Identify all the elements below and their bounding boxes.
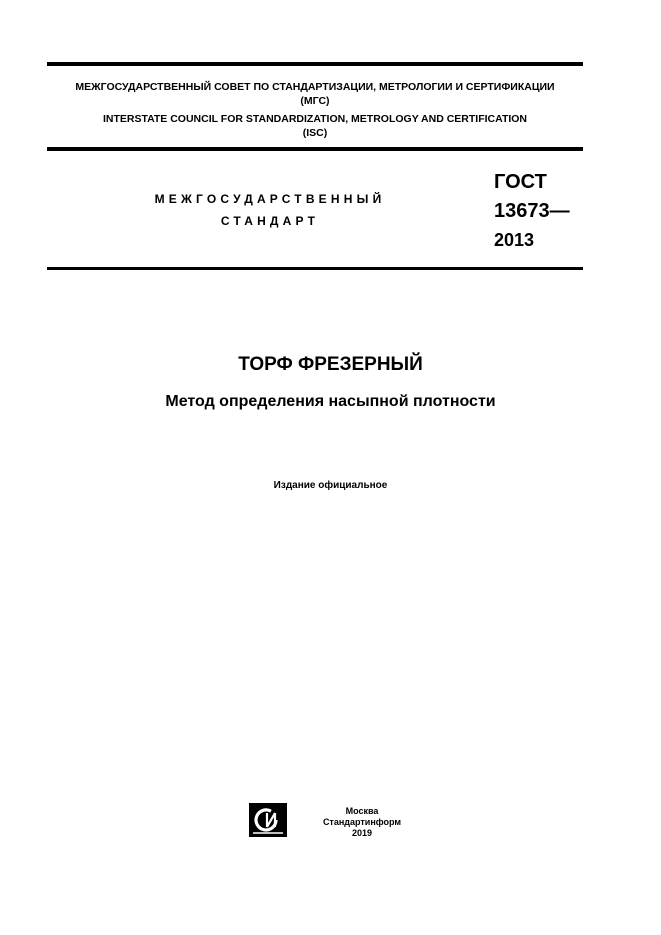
council-en-block <box>47 112 583 140</box>
publisher-name: Стандартинформ <box>322 817 402 827</box>
standard-label-line2: СТАНДАРТ <box>220 214 320 228</box>
document-subtitle: Метод определения насыпной плотности <box>165 393 496 410</box>
council-en-name: INTERSTATE COUNCIL FOR STANDARDIZATION, METROLOGY AND CERTIFICATION <box>102 113 528 125</box>
publisher-city: Москва <box>345 806 379 816</box>
council-en-abbr: (ISC) <box>302 127 328 139</box>
publisher-year: 2019 <box>351 828 373 838</box>
standard-label <box>120 188 420 232</box>
gost-prefix: ГОСТ <box>494 171 547 193</box>
header-top-rule <box>47 62 583 66</box>
gost-year: 2013 <box>494 230 535 250</box>
council-ru-abbr: (МГС) <box>300 95 330 107</box>
standartinform-logo-icon <box>249 803 287 837</box>
designation-bottom-rule <box>47 267 583 270</box>
gost-number: 13673— <box>494 200 570 222</box>
edition-label: Издание официальное <box>273 480 388 491</box>
document-title: ТОРФ ФРЕЗЕРНЫЙ <box>238 354 423 375</box>
gost-designation <box>494 168 570 255</box>
council-ru-block <box>47 80 583 108</box>
standard-label-line1: МЕЖГОСУДАРСТВЕННЫЙ <box>154 192 386 206</box>
publisher-info <box>322 806 402 839</box>
council-ru-name: МЕЖГОСУДАРСТВЕННЫЙ СОВЕТ ПО СТАНДАРТИЗАЦИИ, МЕТРОЛОГИИ И СЕРТИФИКАЦИИ <box>75 81 555 93</box>
header-bottom-rule <box>47 147 583 151</box>
publisher-footer <box>246 800 402 840</box>
